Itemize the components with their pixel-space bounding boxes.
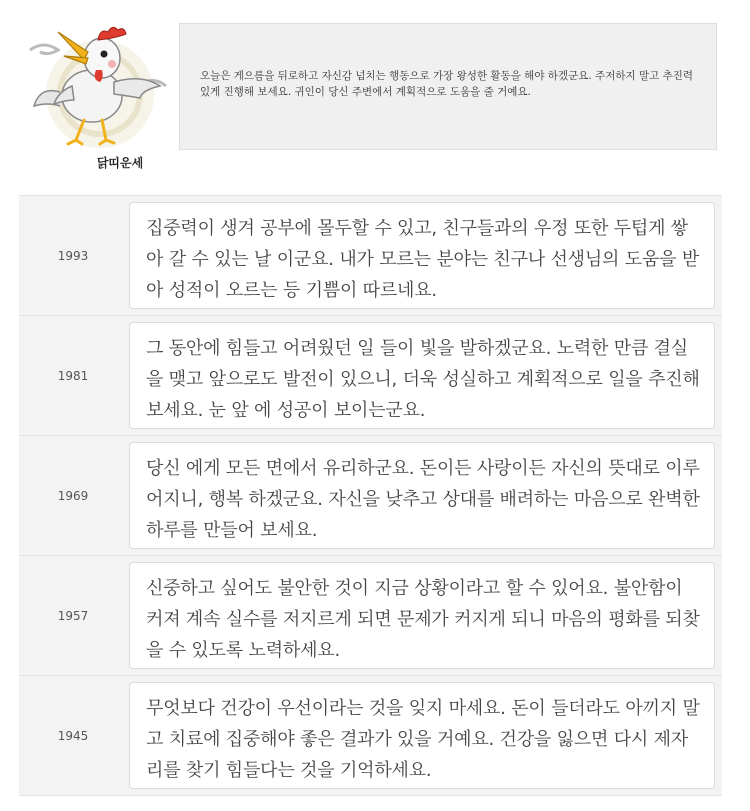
birth-year: 1993 <box>57 248 89 263</box>
fortune-text: 집중력이 생겨 공부에 몰두할 수 있고, 친구들과의 우정 또한 두텁게 쌓아 갈 수 있는 날 이군요. 내가 모르는 분야는 친구나 선생님의 도움을 받아 성적이 오르는 등 기쁨이 따르네요. <box>129 202 715 309</box>
fortune-row <box>19 436 722 556</box>
fortune-row <box>19 316 722 436</box>
birth-year: 1957 <box>57 608 89 623</box>
birth-year: 1945 <box>57 728 89 743</box>
birth-year: 1981 <box>57 368 89 383</box>
fortune-text: 무엇보다 건강이 우선이라는 것을 잊지 마세요. 돈이 들더라도 아끼지 말고 치료에 집중해야 좋은 결과가 있을 거예요. 건강을 잃으면 다시 제자리를 찾기 힘들다는 것을 기억하세요. <box>129 682 715 789</box>
fortune-row <box>19 196 722 316</box>
rooster-icon <box>22 12 172 157</box>
birth-year: 1969 <box>57 488 89 503</box>
fortune-text: 당신 에게 모든 면에서 유리하군요. 돈이든 사랑이든 자신의 뜻대로 이루어지니, 행복 하겠군요. 자신을 낮추고 상대를 배려하는 마음으로 완벽한 하루를 만들어 보세요. <box>129 442 715 549</box>
fortune-list <box>19 195 722 796</box>
mascot-label: 닭띠운세 <box>96 156 144 170</box>
summary-box <box>179 23 717 150</box>
fortune-row <box>19 556 722 676</box>
fortune-text: 신중하고 싶어도 불안한 것이 지금 상황이라고 할 수 있어요. 불안함이 커져 계속 실수를 저지르게 되면 문제가 커지게 되니 마음의 평화를 되찾을 수 있도록 노력하세요. <box>129 562 715 669</box>
summary-text: 오늘은 게으름을 뒤로하고 자신감 넘치는 행동으로 가장 왕성한 활동을 해야 하겠군요. 주저하지 말고 추진력 있게 진행해 보세요. 귀인이 당신 주변에서 계획적으로 도움을 줄 거예요. <box>200 70 694 98</box>
fortune-row <box>19 676 722 796</box>
fortune-text: 그 동안에 힘들고 어려웠던 일 들이 빛을 발하겠군요. 노력한 만큼 결실을 맺고 앞으로도 발전이 있으니, 더욱 성실하고 계획적으로 일을 추진해 보세요. 눈 앞 에 성공이 보이는군요. <box>129 322 715 429</box>
fortune-header <box>0 0 750 175</box>
rooster-mascot <box>22 12 172 170</box>
